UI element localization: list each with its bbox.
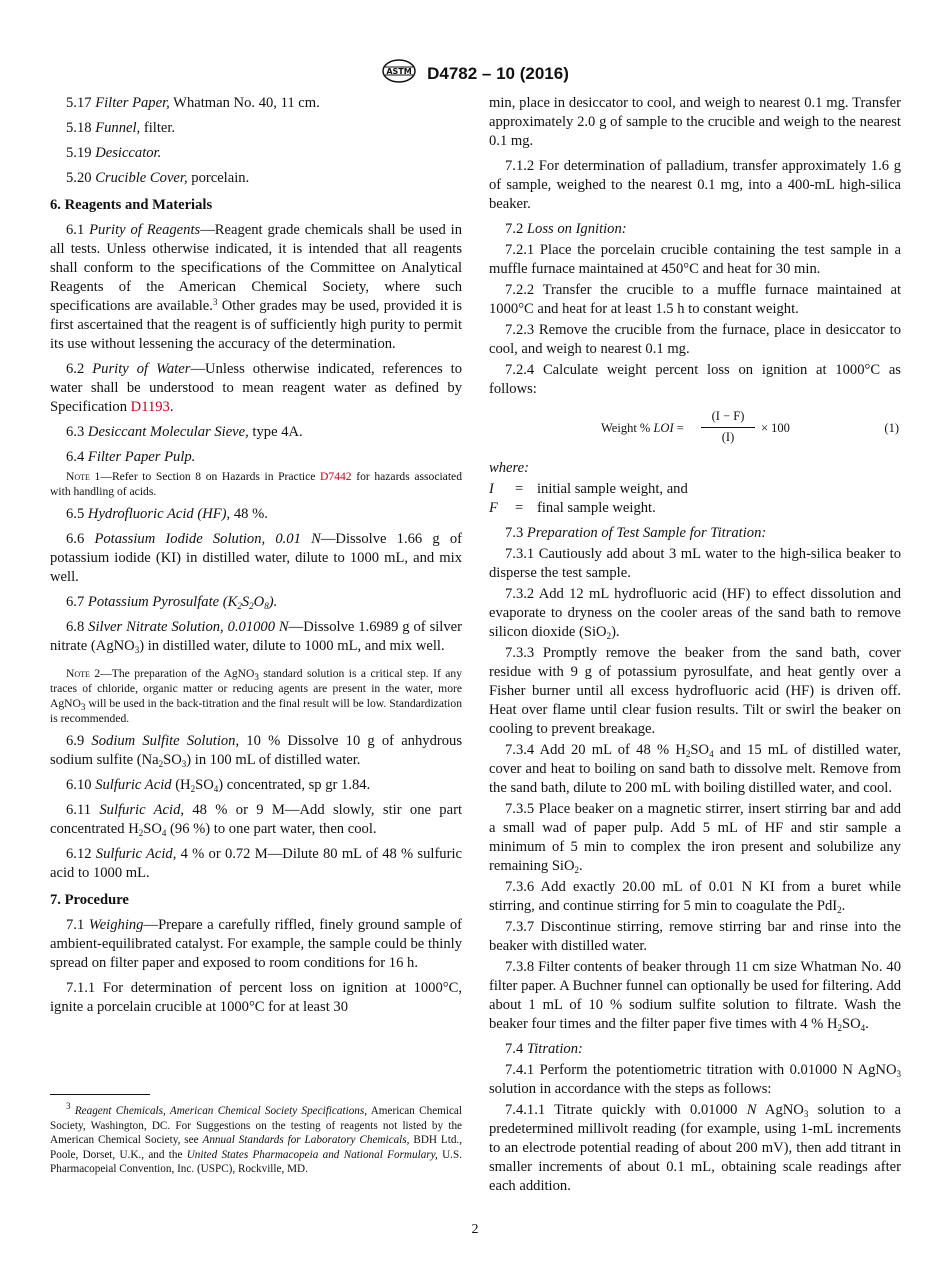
variable-definitions [489, 480, 901, 518]
section-6-8: 6.8 Silver Nitrate Solution, 0.01000 N—Dissolve 1.6989 g of silver nitrate (AgNO$_3$) in distilled water, dilute to 1000 mL, and mix well. [50, 619, 462, 655]
section-6-2: 6.2 Purity of Water—Unless otherwise indicated, references to water shall be understood to mean reagent water as defined by Specification D1193. [50, 361, 462, 415]
section-6-1: 6.1 Purity of Reagents—Reagent grade chemicals shall be used in all tests. Unless otherwise indicated, it is intended that all reagents shall conform to the specifications of the Committee on Analytical Reagents of the American Chemical Society, where such specifications are available.$^3$ Other grades may be used, provided it is first ascertained that the reagent is of sufficiently high purity to permit its use without lessening the accuracy of the determination. [50, 222, 462, 352]
equation-denominator: (I) [721, 430, 735, 444]
note-2: Note 2—The preparation of the AgNO$_3$ standard solution is a critical step. If any traces of chloride, organic matter or reducing agents are present in the water, more AgNO$_3$ will be used in the back-titration and the final result will be low. Standardization is recommended. [50, 667, 462, 725]
svg-text:ASTM: ASTM [386, 67, 412, 76]
section-7-4: 7.4 Titration: [505, 1041, 583, 1057]
section-7-3-8: 7.3.8 Filter contents of beaker through 11 cm size Whatman No. 40 filter paper. A Buchner funnel can optionally be used for filtering. Add about 1 mL of 10 % sodium sulfite solution to filtrate. Wash the beaker four times and the filter paper five times with 4 % $H_2SO_4$. [489, 959, 901, 1033]
astm-logo-icon [381, 58, 417, 89]
note-1: Note 1—Refer to Section 8 on Hazards in Practice D7442 for hazards associated with handling of acids. [50, 470, 462, 498]
d1193-link[interactable]: D1193 [130, 399, 170, 415]
where-label: where: [489, 460, 529, 476]
page-header [0, 58, 950, 89]
footnote-3: $^3$ Reagent Chemicals, American Chemical Society Specifications, American Chemical Society, Washington, DC. For Suggestions on the testing of reagents not listed by the American Chemical Society, see Annual Standards for Laboratory Chemicals, BDH Ltd., Poole, Dorset, U.K., and the United States Pharmacopeia and National Formulary, U.S. Pharmacopeial Convention, Inc. (USPC), Rockville, MD. [50, 1101, 463, 1175]
section-6-9: 6.9 Sodium Sulfite Solution, 10 % Dissolve 10 g of anhydrous sodium sulfite $(Na_2SO_3)$ in 100 mL of distilled water. [50, 733, 462, 769]
footnote-rule [50, 1094, 150, 1095]
definition-f: F = final sample weight. [489, 500, 656, 516]
document-title: D4782 – 10 (2016) [427, 63, 569, 83]
section-6-3: 6.3 Desiccant Molecular Sieve, type 4A. [66, 424, 303, 440]
equation-1: Weight % LOI = $\frac{(I - F)}{(I)}$ × 100 (1) [489, 405, 901, 451]
section-7-3-6: 7.3.6 Add exactly 20.00 mL of 0.01 N KI from a buret while stirring, and continue stirring for 5 min to coagulate the PdI$_2$. [489, 879, 901, 915]
section-7-2-1: 7.2.1 Place the porcelain crucible containing the test sample in a muffle furnace maintained at 450°C and heat for 30 min. [489, 242, 901, 277]
section-6-heading: 6. Reagents and Materials [50, 197, 213, 213]
right-column [489, 94, 901, 1202]
equation-number: (1) [884, 421, 899, 435]
section-7-4-1: 7.4.1 Perform the potentiometric titration with 0.01000 N AgNO$_3$ solution in accordance with the steps as follows: [489, 1062, 901, 1097]
section-7-4-1-1: 7.4.1.1 Titrate quickly with 0.01000 N AgNO$_3$ solution to a predetermined millivolt reading (for example, using 1-mL increments to an electrode potential reading of about 200 mV), then add titrant in smaller increments of about 0.1 mL, obtaining scale readings after each addition. [489, 1102, 901, 1194]
section-7-3-3: 7.3.3 Promptly remove the beaker from the sand bath, cover residue with 9 g of potassium pyrosulfate, and heat gently over a Fisher burner until all excess hydrofluoric acid (HF) is driven off. Heat over flame until clear fusion results. Tilt or swirl the beaker on cooling to prevent breakage. [489, 645, 901, 737]
section-6-12: 6.12 Sulfuric Acid, 4 % or 0.72 M—Dilute 80 mL of 48 % sulfuric acid to 1000 mL. [50, 846, 462, 881]
section-7-2-2: 7.2.2 Transfer the crucible to a muffle furnace maintained at 1000°C and heat for at least 1.5 h to constant weight. [489, 282, 901, 317]
left-column [50, 94, 462, 1023]
section-5-17: 5.17 Filter Paper, Whatman No. 40, 11 cm. [66, 95, 320, 111]
section-7-3-4: 7.3.4 Add 20 mL of 48 % $H_2SO_4$ and 15 mL of distilled water, cover and heat to boiling on sand bath to dissolve melt. Remove from the sand bath, dilute to 200 mL with boiling distilled water, and cool. [489, 742, 901, 796]
section-7-3-5: 7.3.5 Place beaker on a magnetic stirrer, insert stirring bar and add a small wad of paper pulp. Add 5 mL of HF and stir sample a minimum of 5 min to complex the iron present and solubilize any remaining SiO$_2$. [489, 801, 901, 875]
section-5-20: 5.20 Crucible Cover, porcelain. [66, 170, 250, 186]
section-7-1: 7.1 Weighing—Prepare a carefully riffled, finely ground sample of ambient-equilibrated catalyst. For example, the sample could be thinly spread on filter paper and exposed to room conditions for 16 h. [50, 917, 462, 971]
section-7-3-1: 7.3.1 Cautiously add about 3 mL water to the high-silica beaker to disperse the test sample. [489, 546, 901, 581]
section-6-10: 6.10 Sulfuric Acid $(H_2SO_4)$ concentrated, sp gr 1.84. [66, 777, 371, 794]
section-6-11: 6.11 Sulfuric Acid, 48 % or 9 M—Add slowly, stir one part concentrated $H_2SO_4$ (96 %) to one part water, then cool. [50, 802, 462, 838]
section-6-4: 6.4 Filter Paper Pulp. [66, 449, 196, 465]
equation-numerator: (I − F) [701, 407, 755, 428]
section-6-5: 6.5 Hydrofluoric Acid (HF), 48 %. [66, 506, 268, 522]
section-7-2: 7.2 Loss on Ignition: [505, 221, 627, 237]
section-7-1-1-continued: min, place in desiccator to cool, and weigh to nearest 0.1 mg. Transfer approximately 2.0 g of sample to the crucible and weigh to the nearest 0.1 mg. [489, 95, 901, 149]
d7442-link[interactable]: D7442 [320, 470, 352, 483]
section-6-7: 6.7 Potassium Pyrosulfate $(K_2S_2O_8)$. [66, 594, 278, 611]
section-7-3-2: 7.3.2 Add 12 mL hydrofluoric acid (HF) to effect dissolution and evaporate to dryness on the cooler areas of the sand bath to remove silicon dioxide (SiO$_2$). [489, 586, 901, 641]
section-5-18: 5.18 Funnel, filter. [66, 120, 176, 136]
page-number: 2 [471, 1222, 479, 1237]
section-7-3-7: 7.3.7 Discontinue stirring, remove stirring bar and rinse into the beaker with distilled water. [489, 919, 901, 954]
section-7-3: 7.3 Preparation of Test Sample for Titration: [505, 525, 767, 541]
section-7-1-1: 7.1.1 For determination of percent loss on ignition at 1000°C, ignite a porcelain crucible at 1000°C for at least 30 [50, 980, 462, 1015]
definition-i: I = initial sample weight, and [489, 481, 688, 497]
section-5-19: 5.19 Desiccator. [66, 145, 162, 161]
section-7-2-3: 7.2.3 Remove the crucible from the furnace, place in desiccator to cool, and weigh to nearest 0.1 mg. [489, 322, 901, 357]
section-7-2-4: 7.2.4 Calculate weight percent loss on ignition at 1000°C as follows: [489, 362, 901, 397]
section-6-6: 6.6 Potassium Iodide Solution, 0.01 N—Dissolve 1.66 g of potassium iodide (KI) in distilled water, dilute to 1000 mL, and mix well. [50, 531, 462, 585]
section-7-1-2: 7.1.2 For determination of palladium, transfer approximately 1.6 g of sample, weighed to the nearest 0.1 mg, into a 400-mL high-silica beaker. [489, 158, 901, 212]
section-7-heading: 7. Procedure [50, 892, 129, 908]
